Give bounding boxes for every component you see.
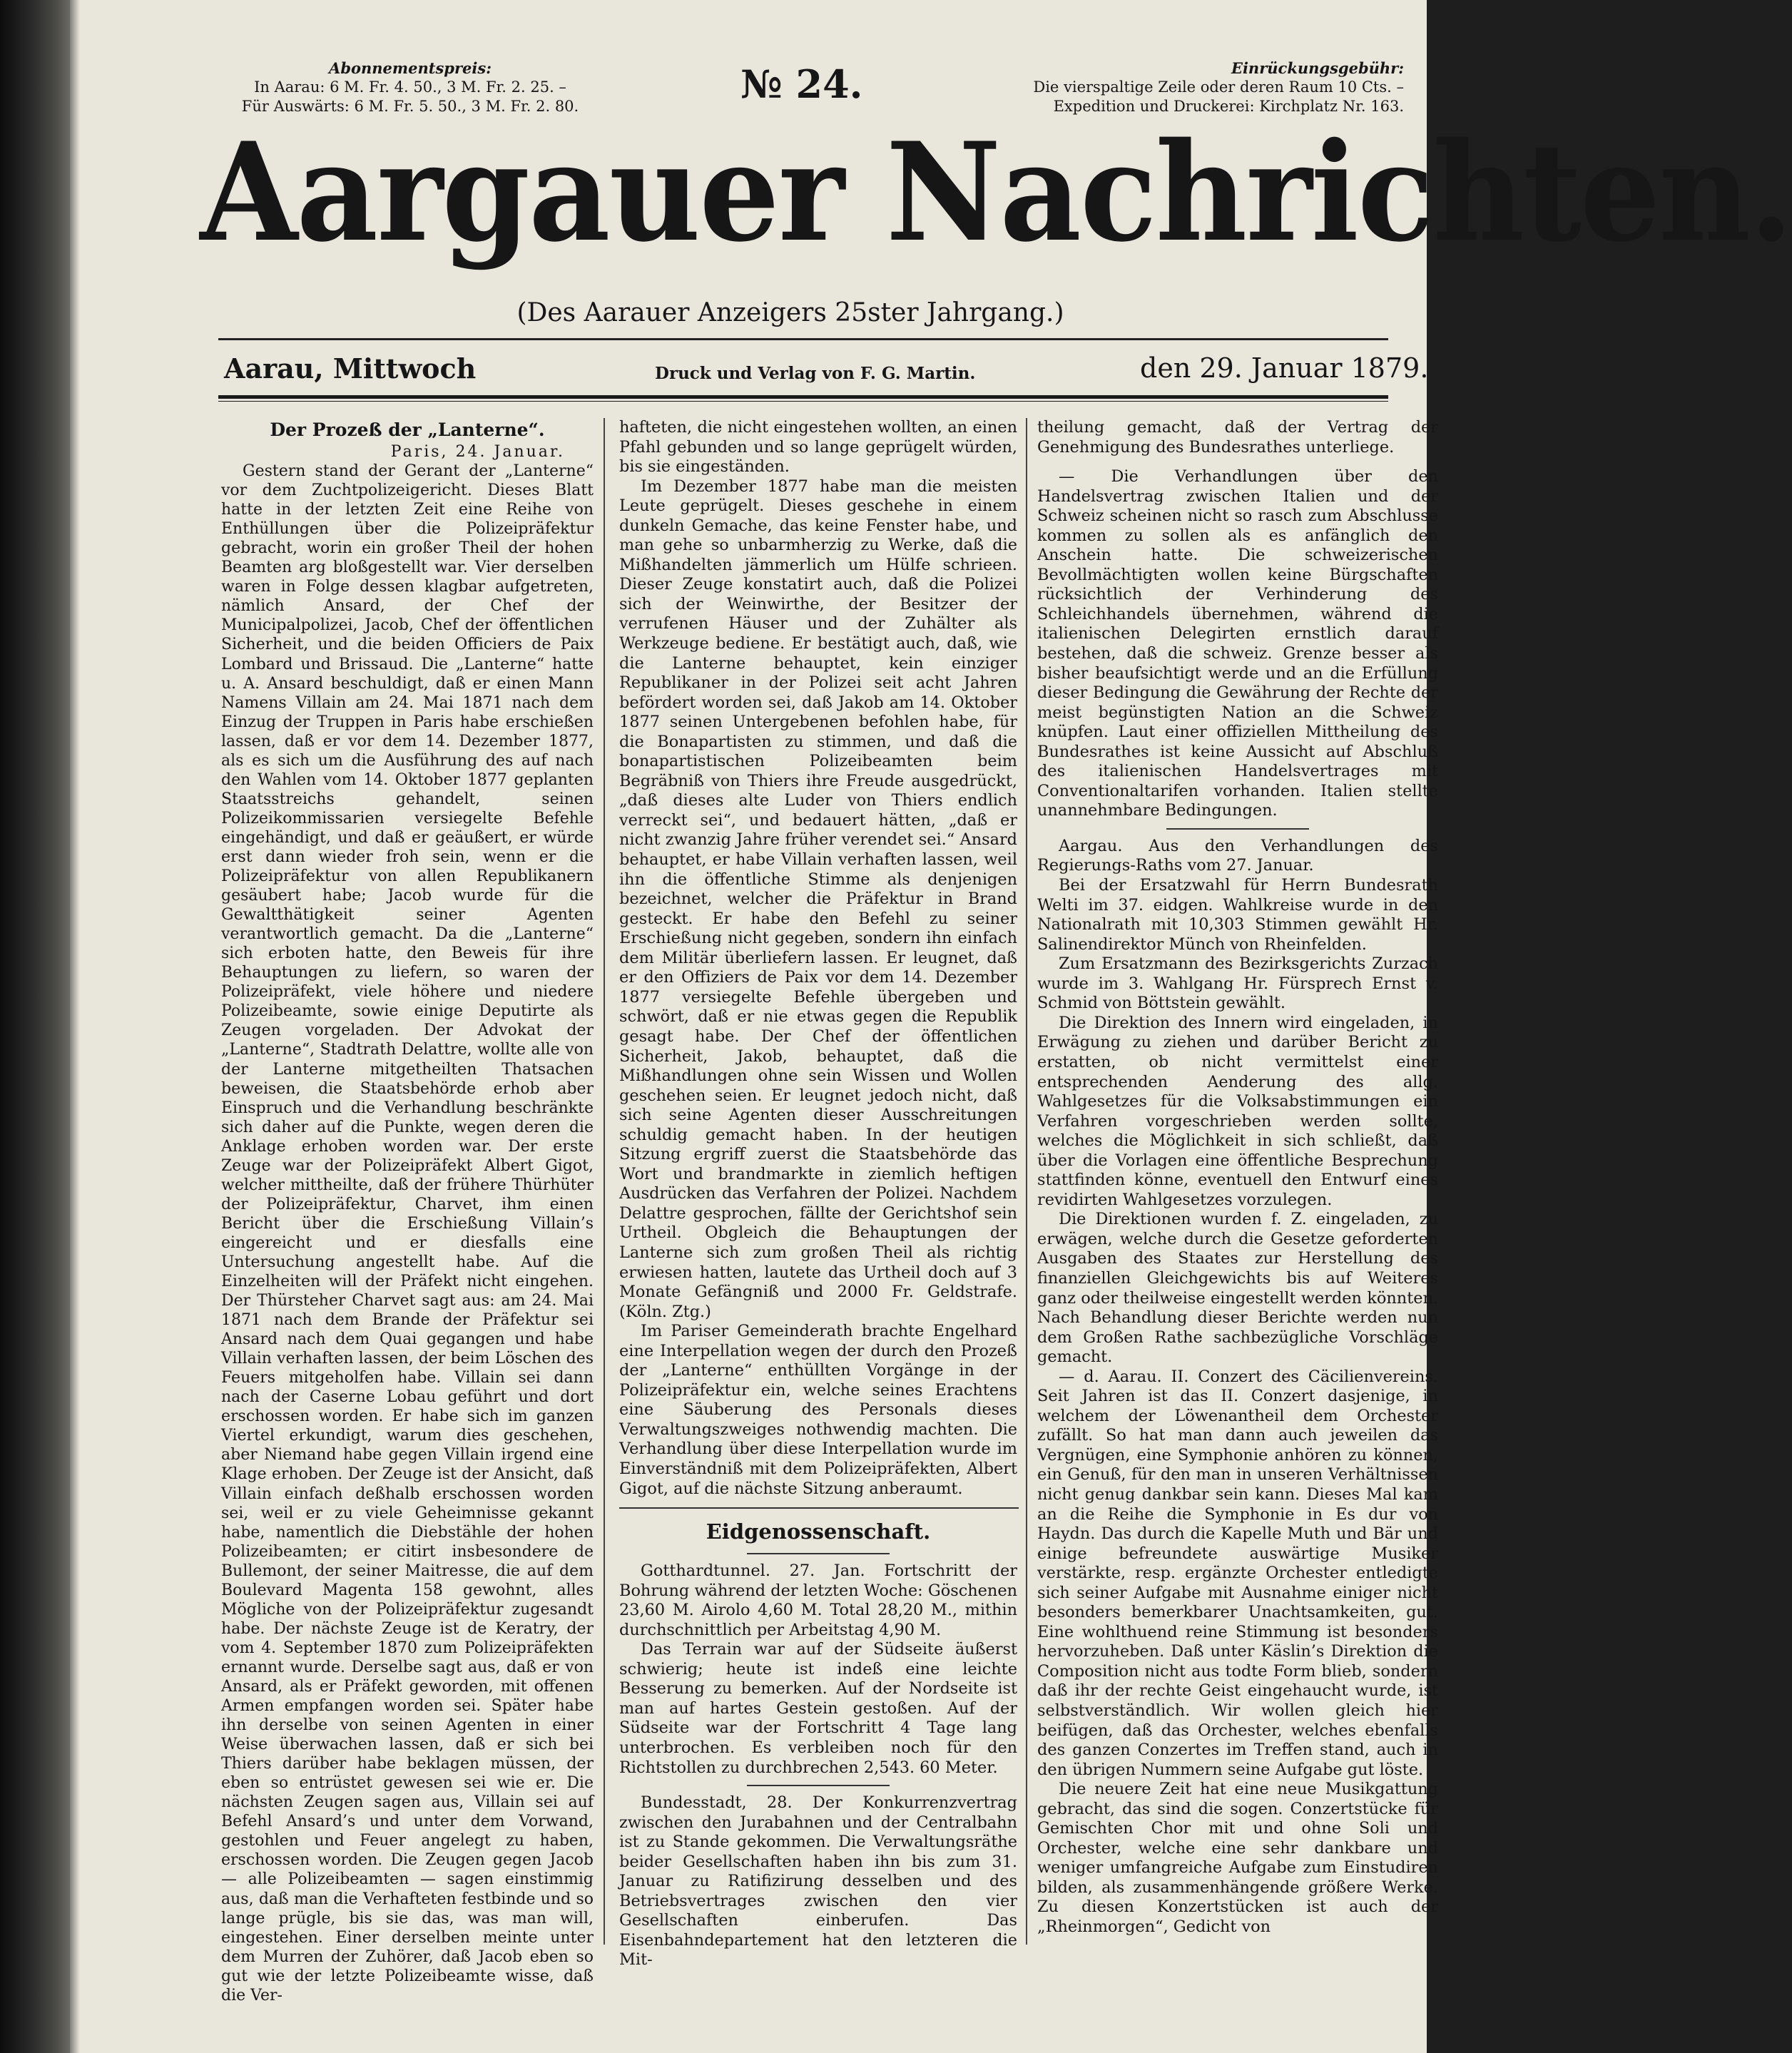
insertion-title: Einrückungsgebühr: xyxy=(1231,59,1404,77)
section-rule xyxy=(747,1553,890,1554)
subscription-line-local: In Aarau: 6 M. Fr. 4. 50., 3 M. Fr. 2. 25. – xyxy=(254,78,566,96)
column-divider xyxy=(604,418,605,1945)
printer-line: Druck und Verlag von F. G. Martin. xyxy=(655,364,976,383)
newspaper-masthead: Aargauer Nachrichten. xyxy=(200,113,1792,272)
insertion-line-office: Expedition und Druckerei: Kirchplatz Nr. 163. xyxy=(1053,98,1404,115)
section-heading: Eidgenossenschaft. xyxy=(706,1519,931,1544)
article-paragraph: Das Terrain war auf der Südseite äußerst schwierig; heute ist indeß eine leichte Besserung zu bemerken. Auf der Nordseite ist man auf hartes Gestein gestoßen. Auf der Südseite war der Fortschritt 4 Tage lang unterbrochen. Es verbleiben noch für den Richtstollen zu durchbrechen 2,543. 60 Meter. xyxy=(619,1640,1017,1777)
header-rule xyxy=(218,338,1388,340)
article-paragraph: Gotthardtunnel. 27. Jan. Fortschritt der Bohrung während der letzten Woche: Göschenen 23,60 M. Airolo 4,60 M. Total 28,20 M., mithin durchschnittlich per Arbeitstag 4,90 M. xyxy=(619,1562,1017,1639)
insertion-fee-box xyxy=(976,58,1404,116)
section-rule xyxy=(619,1507,1019,1509)
article-paragraph: Die neuere Zeit hat eine neue Musikgattung gebracht, das sind die sogen. Conzertstücke für Gemischten Chor mit und ohne Soli und Orchester, welche eine sehr dankbare und weniger umfangreiche Aufgabe zum Einstudiren bilden, als zusammenhängende größere Werke. Zu diesen Konzertstücken ist auch der „Rheinmorgen“, Gedicht von xyxy=(1037,1780,1438,1937)
article-paragraph: Die Direktionen wurden f. Z. eingeladen, zu erwägen, welche durch die Gesetze geforderten Ausgaben des Staates zur Herstellung des finanziellen Gleichgewichts bis auf Weiteres ganz oder theilweise eingestellt werden könnten. Nach Behandlung dieser Berichte werden nun dem Großen Rathe sachbezügliche Vorschläge gemacht. xyxy=(1037,1210,1438,1367)
column-2 xyxy=(619,418,1017,1970)
article-paragraph: hafteten, die nicht eingestehen wollten, an einen Pfahl gebunden und so lange geprügelt würden, bis sie eingeständen. xyxy=(619,418,1017,477)
newspaper-page xyxy=(70,0,1792,2053)
issue-date: den 29. Januar 1879. xyxy=(1140,352,1429,384)
article-paragraph: Zum Ersatzmann des Bezirksgerichts Zurzach wurde im 3. Wahlgang Hr. Fürsprech Ernst v. Schmid von Böttstein gewählt. xyxy=(1037,954,1438,1013)
column-3 xyxy=(1037,418,1438,1937)
subscription-line-abroad: Für Auswärts: 6 M. Fr. 5. 50., 3 M. Fr. 2. 80. xyxy=(241,98,579,115)
article-paragraph: Die Direktion des Innern wird eingeladen, in Erwägung zu ziehen und darüber Bericht zu erstatten, ob nicht vermittelst einer entsprechenden Aenderung des allg. Wahlgesetzes für die Volksabstimmungen ein Verfahren vorgeschrieben werden sollte, welches die Möglichkeit in sich schließt, daß über die Vorlagen eine öffentliche Besprechung stattfinden könne, eventuell den Entwurf eines revidirten Wahlgesetzes vorzulegen. xyxy=(1037,1013,1438,1209)
article-paragraph: Bei der Ersatzwahl für Herrn Bundesrath Welti im 37. eidgen. Wahlkreise wurde in den Nationalrath mit 10,303 Stimmen gewählt Hr. Salinendirektor Münch von Rheinfelden. xyxy=(1037,876,1438,954)
article-dateline: Paris, 24. Januar. xyxy=(390,443,565,461)
article-paragraph: Aargau. Aus den Verhandlungen des Regierungs-Raths vom 27. Januar. xyxy=(1037,836,1438,875)
subscription-title: Abonnementspreis: xyxy=(329,59,492,77)
header-double-rule xyxy=(218,395,1388,399)
insertion-line-rate: Die vierspaltige Zeile oder deren Raum 10 Cts. – xyxy=(1033,78,1404,96)
item-separator xyxy=(1166,828,1309,830)
article-paragraph: Bundesstadt, 28. Der Konkurrenzvertrag zwischen den Jurabahnen und der Centralbahn ist zu Stande gekommen. Die Verwaltungsräthe beider Gesellschaften haben ihn bis zum 31. Januar zu Ratifizirung desselben und des Betriebsvertrages zwischen den vier Gesellschaften einberufen. Das Eisenbahndepartement hat den letzteren die Mit- xyxy=(619,1793,1017,1970)
article-headline: Der Prozeß der „Lanterne“. xyxy=(270,419,545,440)
header-double-rule-thin xyxy=(218,401,1388,402)
article-paragraph: Im Pariser Gemeinderath brachte Engelhard eine Interpellation wegen der durch den Prozeß der „Lanterne“ enthüllten Vorgänge in der Polizeipräfektur ein, welche seines Erachtens eine Säuberung des Personals dieses Verwaltungszweiges nothwendig machten. Die Verhandlung über diese Interpellation wurde im Einverständniß mit dem Polizeipräfekten, Albert Gigot, auf die nächste Sitzung anberaumt. xyxy=(619,1322,1017,1498)
article-paragraph: Gestern stand der Gerant der „Lanterne“ vor dem Zuchtpolizeigericht. Dieses Blatt hatte in der letzten Zeit eine Reihe von Enthüllungen über die Polizeipräfektur gebracht, worin ein großer Theil der hohen Beamten arg bloßgestellt war. Vier derselben waren in Folge dessen klagbar aufgetreten, nämlich Ansard, der Chef der Municipalpolizei, Jacob, Chef der öffentlichen Sicherheit, und die beiden Officiers de Paix Lombard und Brissaud. Die „Lanterne“ hatte u. A. Ansard beschuldigt, daß er einen Mann Namens Villain am 24. Mai 1871 nach dem Einzug der Truppen in Paris habe erschießen lassen, daß er vor dem 14. Dezember 1877, als es sich um die Ausführung des auf nach den Wahlen vom 14. Oktober 1877 geplanten Staatsstreichs gehandelt, seinen Polizeikommissarien versiegelte Befehle eingehändigt, und daß er geäußert, er würde erst dann wieder froh sein, wenn er die Polizeipräfektur von allen Republikanern gesäubert habe; Jacob wurde für die Gewaltthätigkeit seiner Agenten verantwortlich gemacht. Da die „Lanterne“ sich erboten hatte, den Beweis für ihre Behauptungen zu liefern, so waren der Polizeipräfekt, viele höhere und niedere Polizeibeamte, sowie einige Deputirte als Zeugen vorgeladen. Der Advokat der „Lanterne“, Stadtrath Delattre, wollte alle von der Lanterne mitgetheilten Thatsachen beweisen, die Staatsbehörde erhob aber Einspruch und die Verhandlung beschränkte sich daher auf die Punkte, wegen deren die Anklage erhoben worden war. Der erste Zeuge war der Polizeipräfekt Albert Gigot, welcher mittheilte, daß der frühere Thürhüter der Polizeipräfektur, Charvet, ihm einen Bericht über die Erschießung Villain’s eingereicht und er diesfalls eine Untersuchung angestellt habe. Auf die Einzelheiten will der Präfekt nicht eingehen. Der Thürsteher Charvet sagt aus: am 24. Mai 1871 nach dem Brande der Präfektur sei Ansard nach dem Quai gegangen und habe Villain verhaften lassen, der beim Löschen des Feuers mitgeholfen habe. Villain sei dann nach der Caserne Lobau geführt und dort erschossen worden. Er habe sich im ganzen Viertel erkundigt, warum dies geschehen, aber Niemand habe gegen Villain irgend eine Klage erhoben. Der Zeuge ist der Ansicht, daß Villain einfach deßhalb erschossen worden sei, weil er zu viele Geheimnisse gekannt habe, namentlich die Diebstähle der hohen Polizeibeamten; er citirt insbesondere de Bullemont, der seiner Maitresse, die auf dem Boulevard Magenta 158 gewohnt, alles Mögliche von der Polizeipräfektur zugesandt habe. Der nächste Zeuge ist de Keratry, der vom 4. September 1870 zum Polizeipräfekten ernannt wurde. Derselbe sagt aus, daß er von Ansard, als er Präfekt geworden, mit offenen Armen empfangen worden sei. Später habe ihn derselbe von seinen Agenten in einer Weise überwachen lassen, daß er sich bei Thiers darüber habe beklagen müssen, der eben so entrüstet gewesen sei wie er. Die nächsten Zeugen sagen aus, Villain sei auf Befehl Ansard’s und unter dem Vorwand, gestohlen und Feuer angelegt zu haben, erschossen worden. Die Zeugen gegen Jacob — alle Polizeibeamten — sagen einstimmig aus, daß man die Verhafteten festbinde und so lange prügle, bis sie das, was man will, eingestehen. Einer derselben meinte unter dem Murren der Zuhörer, daß Jacob eben so gut wie der letzte Polizeibeamte wisse, daß die Ver- xyxy=(221,462,594,2004)
article-paragraph: — d. Aarau. II. Conzert des Cäcilienvereins. Seit Jahren ist das II. Conzert dasjenige, in welchem der Löwenantheil dem Orchester zufällt. So hat man dann auch jeweilen das Vergnügen, eine Symphonie anhören zu können, ein Genuß, für den man in unseren Verhältnissen nicht genug dankbar sein kann. Dieses Mal kam an die Reihe die Symphonie in Es dur von Haydn. Das durch die Kapelle Muth und Bär und einige befreundete auswärtige Musiker verstärkte, resp. ergänzte Orchester entledigte sich seiner Aufgabe mit Ausnahme einiger nicht besonders bemerkbarer Unachtsamkeiten, gut. Eine wohlthuend reine Stimmung ist besonders hervorzuheben. Daß unter Käslin’s Direktion die Composition nicht aus todte Form blieb, sondern daß ihr der rechte Geist eingehaucht wurde, ist selbstverständlich. Wir wollen gleich hier beifügen, daß das Orchester, welches ebenfalls des ganzen Conzertes im Treffen stand, auch in den übrigen Nummern seine Aufgabe gut löste. xyxy=(1037,1367,1438,1779)
book-binding-edge xyxy=(0,0,70,2053)
article-paragraph: Im Dezember 1877 habe man die meisten Leute geprügelt. Dieses geschehe in einem dunkeln Gemache, das keine Fenster habe, und man gehe so unbarmherzig zu Werke, daß die Mißhandelten jämmerlich um Hülfe schrieen. Dieser Zeuge konstatirt auch, daß die Polizei sich der Weinwirthe, der Besitzer der verrufenen Häuser und der Zuhälter als Werkzeuge bediene. Er bestätigt auch, daß, wie die Lanterne behauptet, kein einziger Republikaner in der Polizei seit acht Jahren befördert worden sei, daß Jakob am 14. Oktober 1877 seinen Untergebenen befohlen habe, für die Bonapartisten zu stimmen, und daß die bonapartistischen Polizeibeamten beim Begräbniß von Thiers ihre Freude ausgedrückt, „daß dieses alte Luder von Thiers endlich verreckt sei“, und bedauert hätten, „daß er nicht zwanzig Jahre früher verendet sei.“ Ansard behauptet, er habe Villain verhaften lassen, weil ihn die öffentliche Stimme als denjenigen bezeichnet, welcher die Präfektur in Brand gesteckt. Er habe den Befehl zu seiner Erschießung nicht gegeben, sondern ihn einfach dem Militär überliefern lassen. Er leugnet, daß er den Offiziers de Paix vor dem 14. Dezember 1877 versiegelte Befehle übergeben und schwört, daß er nie etwas gegen die Republik gesagt habe. Der Chef der öffentlichen Sicherheit, Jakob, behauptet, daß die Mißhandlungen ohne sein Wissen und Wollen geschehen seien. Er leugnet jedoch nicht, daß sich seine Agenten dieser Ausschreitungen schuldig gemacht haben. In der heutigen Sitzung ergriff zuerst die Staatsbehörde das Wort und brandmarkte in ziemlich heftigen Ausdrücken das Verfahren der Polizei. Nachdem Delattre gesprochen, fällte der Gerichtshof sein Urtheil. Obgleich die Behauptungen der Lanterne sich zum großen Theil als richtig erwiesen hatten, lautete das Urtheil doch auf 3 Monate Gefängniß und 2000 Fr. Geldstrafe. (Köln. Ztg.) xyxy=(619,477,1017,1321)
place-and-weekday: Aarau, Mittwoch xyxy=(224,352,477,384)
column-divider xyxy=(1026,418,1027,1945)
article-paragraph: — Die Verhandlungen über den Handelsvertrag zwischen Italien und der Schweiz scheinen nicht so rasch zum Abschlusse kommen zu sollen als es anfänglich den Anschein hatte. Die schweizerischen Bevollmächtigten wollen keine Bürgschaften rücksichtlich der Verhinderung des Schleichhandels übernehmen, während die italienischen Delegirten ernstlich darauf bestehen, daß die schweiz. Grenze besser als bisher beaufsichtigt werde und an die Erfüllung dieser Bedingung die Gewährung der Rechte der meist begünstigten Nation an die Schweiz knüpfen. Laut einer offiziellen Mittheilung des Bundesrathes ist keine Aussicht auf Abschluß des italienischen Handelsvertrages mit Conventionaltarifen vorhanden. Italien stellte unannehmbare Bedingungen. xyxy=(1037,467,1438,820)
masthead-subtitle: (Des Aarauer Anzeigers 25ster Jahrgang.) xyxy=(516,298,1064,327)
article-paragraph: theilung gemacht, daß der Vertrag der Genehmigung des Bundesrathes unterliege. xyxy=(1037,418,1438,457)
column-1 xyxy=(221,418,594,2005)
subscription-price-box xyxy=(178,58,642,116)
issue-number: № 24. xyxy=(740,61,863,107)
item-separator xyxy=(747,1785,890,1786)
